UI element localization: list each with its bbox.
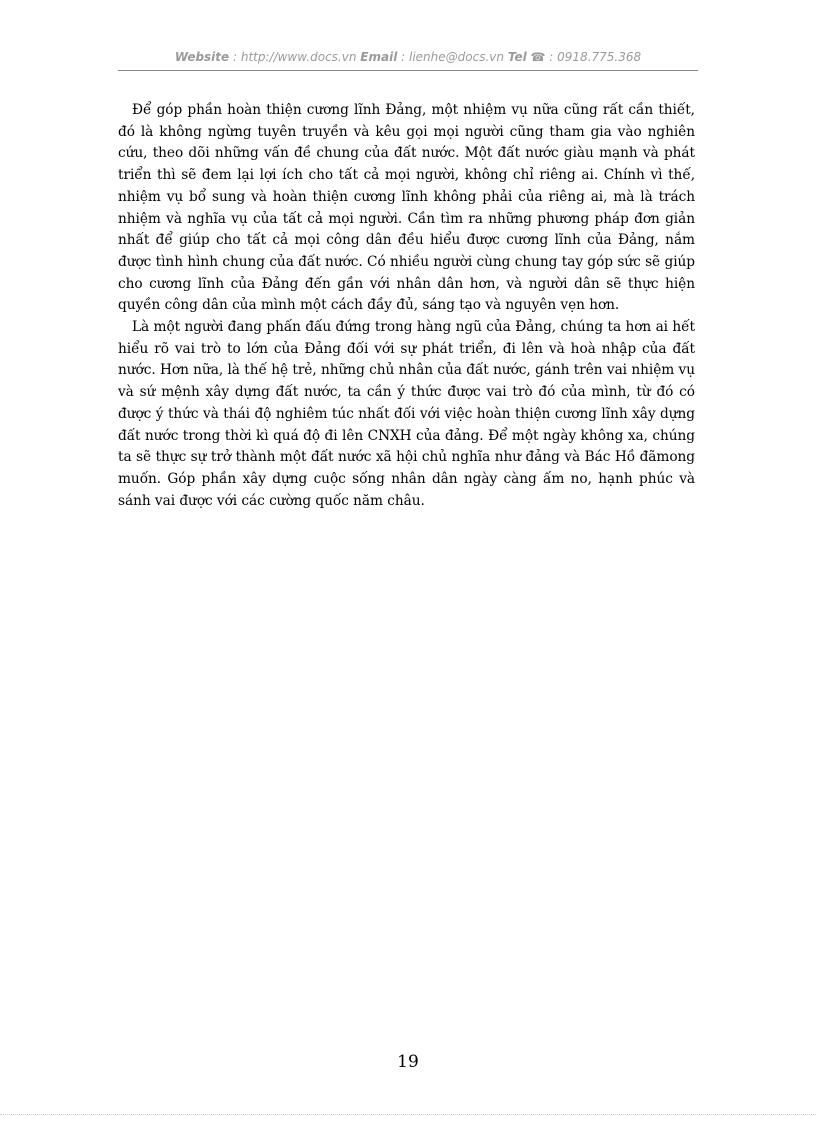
- footer-divider: [0, 1114, 816, 1115]
- email-value: : lienhe@docs.vn: [401, 50, 504, 64]
- website-value: : http://www.docs.vn: [233, 50, 357, 64]
- tel-label: Tel: [507, 50, 527, 64]
- page-header: [118, 50, 698, 70]
- header-divider: [118, 70, 698, 71]
- body-paragraph: Để góp phần hoàn thiện cương lĩnh Đảng, một nhiệm vụ nữa cũng rất cần thiết, đó là không ngừng tuyên truyền và kêu gọi mọi người cũng tham gia vào nghiên cứu, theo dõi những vấn đề chung của đất nước. Một đất nước giàu mạnh và phát triển thì sẽ đem lại lợi ích cho tất cả mọi người, không chỉ riêng ai. Chính vì thế, nhiệm vụ bổ sung và hoàn thiện cương lĩnh không phải của riêng ai, mà là trách nhiệm và nghĩa vụ của tất cả mọi người. Cần tìm ra những phương pháp đơn giản nhất để giúp cho tất cả mọi công dân đều hiểu được cương lĩnh của Đảng, nắm được tình hình chung của đất nước. Có nhiều người cùng chung tay góp sức sẽ giúp cho cương lĩnh của Đảng đến gần với nhân dân hơn, và người dân sẽ thực hiện quyền công dân của mình một cách đầy đủ, sáng tạo và nguyên vẹn hơn.: [118, 102, 695, 314]
- page-number: 19: [397, 1052, 419, 1072]
- website-label: Website: [174, 50, 230, 64]
- body-paragraph: Là một người đang phấn đấu đứng trong hàng ngũ của Đảng, chúng ta hơn ai hết hiểu rõ vai trò to lớn của Đảng đối với sự phát triển, đi lên và hoà nhập của đất nước. Hơn nữa, là thế hệ trẻ, những chủ nhân của đất nước, gánh trên vai nhiệm vụ và sứ mệnh xây dựng đất nước, ta cần ý thức được vai trò đó của mình, từ đó có được ý thức và thái độ nghiêm túc nhất đối với việc hoàn thiện cương lĩnh xây dựng đất nước trong thời kì quá độ đi lên CNXH của đảng. Để một ngày không xa, chúng ta sẽ thực sự trở thành một đất nước xã hội chủ nghĩa như đảng và Bác Hồ đãmong muốn. Góp phần xây dựng cuộc sống nhân dân ngày càng ấm no, hạnh phúc và sánh vai được với các cường quốc năm châu.: [118, 319, 695, 509]
- tel-value: ☎ : 0918.775.368: [530, 50, 642, 64]
- email-label: Email: [360, 50, 398, 64]
- document-body: [118, 100, 695, 512]
